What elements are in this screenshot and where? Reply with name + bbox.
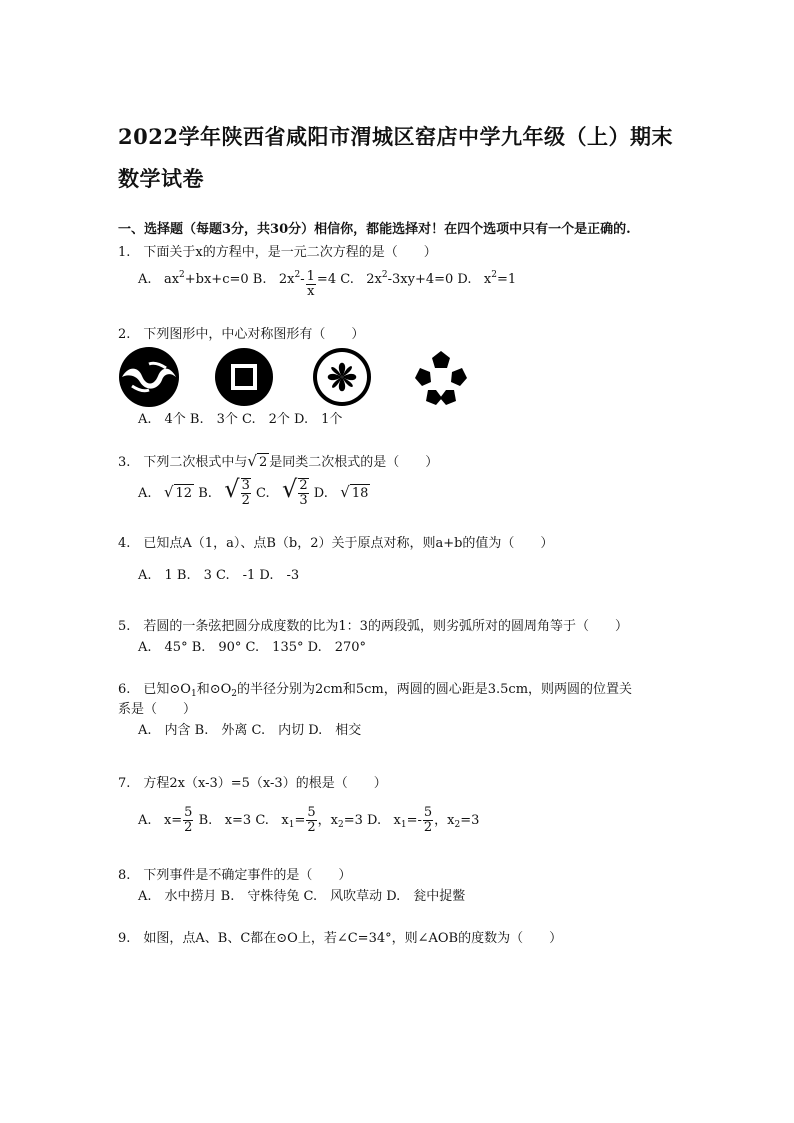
option-a-body: $ax^2+bx+c=0$ — [163, 270, 249, 287]
coin-square-icon — [213, 346, 275, 408]
option-b-radical: √ $\frac{3}{2}$ — [224, 474, 250, 508]
question-6-options: A. 内含 B. 外离 C. 内切 D. 相交 — [138, 723, 362, 738]
option-d-body: $x_1=-$ $\frac{5}{2}$ ，$x_2=3$ — [393, 805, 480, 835]
question-3-options — [138, 474, 370, 508]
option-c-label: C. — [256, 485, 270, 501]
question-9-stem: 9. 如图，点A、B、C都在⊙O上，若∠C=34°，则∠AOB的度数为（ ） — [118, 931, 563, 946]
taiji-wave-icon — [118, 346, 180, 408]
option-b-body: x=3 — [224, 813, 252, 828]
question-2-figures — [118, 346, 478, 406]
option-b-label: B. — [198, 813, 213, 828]
option-a-label: A. — [138, 813, 152, 828]
option-b-body: $2x^2-$ $\frac{1}{x}$ =4 — [278, 269, 337, 299]
option-d-label: D. — [313, 485, 328, 501]
option-d-label: D. — [457, 272, 472, 287]
question-1-stem: 1. 下面关于x的方程中，是一元二次方程的是（ ） — [118, 245, 437, 260]
pentagon-ring-icon — [410, 346, 472, 408]
question-6-stem-line2: 系是（ ） — [118, 702, 197, 717]
question-3-stem: 3. 下列二次根式中与√ 2 是同类二次根式的是（ ） — [118, 452, 439, 470]
option-a-body: x= $\frac{5}{2}$ — [163, 805, 193, 835]
option-c-label: C. — [255, 813, 269, 828]
question-8-options: A. 水中捞月 B. 守株待兔 C. 风吹草动 D. 瓮中捉鳖 — [138, 889, 466, 904]
question-7-options — [138, 806, 479, 835]
question-1-options — [138, 270, 516, 299]
option-d-body: $x^2=1$ — [483, 270, 517, 287]
section-heading: 一、选择题（每题3分，共30分）相信你，都能选择对！在四个选项中只有一个是正确的. — [118, 222, 631, 237]
option-a-label: A. — [138, 485, 152, 501]
question-5-stem: 5. 若圆的一条弦把圆分成度数的比为1：3的两段弧，则劣弧所对的圆周角等于（ ） — [118, 619, 628, 634]
question-5-options: A. 45° B. 90° C. 135° D. 270° — [138, 640, 367, 655]
option-d-radical: √ 18 — [340, 482, 369, 501]
question-8-stem: 8. 下列事件是不确定事件的是（ ） — [118, 868, 352, 883]
option-b-label: B. — [252, 272, 267, 287]
question-2-stem: 2. 下列图形中，中心对称图形有（ ） — [118, 327, 365, 342]
question-4-options: A. 1 B. 3 C. -1 D. -3 — [138, 568, 300, 583]
option-b-label: B. — [198, 485, 212, 501]
question-6-stem: 6. 已知$⊙O_1$和$⊙O_2$的半径分别为2cm和5cm，两圆的圆心距是3.5cm，则两圆的位置关 — [118, 682, 633, 699]
option-a-label: A. — [138, 272, 152, 287]
option-c-label: C. — [340, 272, 354, 287]
option-c-radical: √ $\frac{2}{3}$ — [282, 474, 308, 508]
option-c-body: $2x^2-3xy+4=0$ — [366, 270, 454, 287]
question-7-stem: 7. 方程2x（x-3）=5（x-3）的根是（ ） — [118, 776, 387, 791]
question-2-options: A. 4个 B. 3个 C. 2个 D. 1个 — [138, 412, 343, 427]
four-petal-circle-icon — [311, 346, 373, 408]
page-title: 2022学年陕西省咸阳市渭城区窑店中学九年级（上）期末数学试卷 — [118, 124, 673, 191]
option-c-body: $x_1=$ $\frac{5}{2}$ ，$x_2=3$ — [281, 805, 363, 835]
question-4-stem: 4. 已知点A（1，a）、点B（b，2）关于原点对称，则a+b的值为（ ） — [118, 536, 554, 551]
option-a-radical: √ 12 — [163, 482, 193, 501]
option-d-label: D. — [367, 813, 382, 828]
